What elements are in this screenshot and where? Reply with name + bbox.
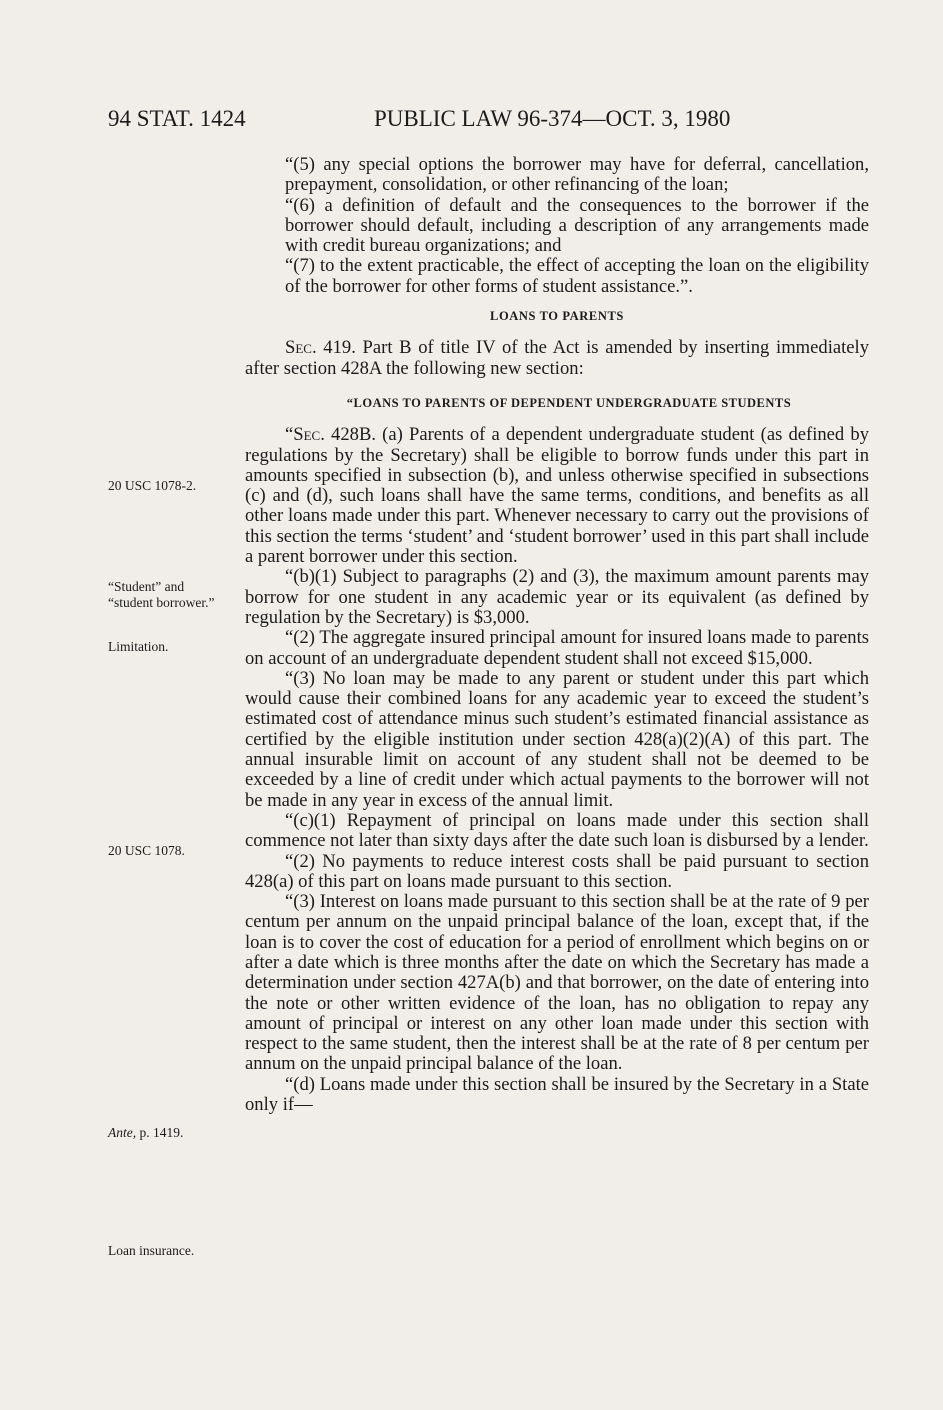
section-419	[245, 338, 869, 379]
margin-note-limitation: Limitation.	[108, 639, 169, 654]
ante-page: p. 1419.	[136, 1125, 184, 1140]
subsection-c1: “(c)(1) Repayment of principal on loans made under this section shall commence not later than sixty days after the date such loan is disbursed by a lender.	[245, 809, 869, 852]
statute-body	[245, 155, 869, 1115]
ante-italic: Ante,	[108, 1125, 137, 1140]
subsection-b2: “(2) The aggregate insured principal amount for insured loans made to parents on account of an undergraduate dependent student shall not exceed $15,000.	[245, 627, 869, 669]
open-quote: “	[285, 424, 294, 446]
section-419-text: 419. Part B of title IV of the Act is amended by inserting immediately after section 428A the following new section:	[245, 337, 869, 379]
margin-note-ante	[108, 1125, 236, 1141]
law-title: PUBLIC LAW 96-374—OCT. 3, 1980	[374, 106, 731, 131]
page-header	[108, 106, 868, 140]
section-428b-heading: “LOANS TO PARENTS OF DEPENDENT UNDERGRADUATE STUDENTS	[346, 395, 792, 410]
margin-note-usc-1078: 20 USC 1078.	[108, 843, 185, 858]
subsection-c2: “(2) No payments to reduce interest costs shall be paid pursuant to section 428(a) of this part on loans made pursuant to this section.	[245, 850, 869, 892]
subsection-b3: “(3) No loan may be made to any parent or student under this part which would cause their combined loans for any academic year to exceed the student’s estimated cost of attendance minus such student’s estimated financial assistance as certified by the eligible institution under section 428(a)(2)(A) of this part. The annual insurable limit on account of any student shall not be deemed to be exceeded by a line of credit under which actual payments to the borrower will not be made in any year in excess of the annual limit.	[245, 667, 869, 811]
subsection-b1: “(b)(1) Subject to paragraphs (2) and (3), the maximum amount parents may borrow for one student in any academic year or its equivalent (as defined by regulation by the Secretary) is $3,000.	[245, 566, 869, 628]
margin-note-student-definition: “Student” and “student borrower.”	[108, 579, 215, 610]
margin-note-loan-insurance: Loan insurance.	[108, 1243, 195, 1258]
section-heading-loans-to-parents: LOANS TO PARENTS	[490, 309, 624, 324]
paragraph-5: “(5) any special options the borrower may have for deferral, cancellation, prepayment, consolidation, or other refinancing of the loan;	[285, 154, 869, 196]
paragraph-7: “(7) to the extent practicable, the effect of accepting the loan on the eligibility of the borrower for other forms of student assistance.”.	[285, 255, 869, 297]
section-428b-a	[245, 425, 869, 567]
section-428b-a-text: 428B. (a) Parents of a dependent undergraduate student (as defined by regulations by the Secretary) shall be eligible to borrow funds under this part in amounts specified in subsection (b), and unless otherwise specified in subsections (c) and (d), such loans shall have the same terms, conditions, and benefits as all other loans made under this part. Whenever necessary to carry out the provisions of this section the terms ‘student’ and ‘student borrower’ used in this part shall include a parent borrower under this section.	[245, 424, 869, 568]
page-number: 94 STAT. 1424	[108, 106, 246, 131]
margin-note-usc-1078-2: 20 USC 1078-2.	[108, 478, 197, 493]
subsection-c3: “(3) Interest on loans made pursuant to this section shall be at the rate of 9 per centum per annum on the unpaid principal balance of the loan, except that, if the loan is to cover the cost of education for a period of enrollment which begins on or after a date which is three months after the date on which the Secretary has made a determination under section 427A(b) and that borrower, on the date of entering into the note or other written evidence of the loan, has no obligation to repay any amount of principal or interest on any other loan made under this section with respect to the same student, then the interest shall be at the rate of 8 per centum per annum on the unpaid principal balance of the loan.	[245, 891, 869, 1075]
paragraph-6: “(6) a definition of default and the consequences to the borrower if the borrower should default, including a description of any arrangements made with credit bureau organizations; and	[285, 194, 869, 257]
sec-label: Sec.	[285, 337, 317, 359]
subsection-d: “(d) Loans made under this section shall be insured by the Secretary in a State only if—	[245, 1073, 869, 1116]
sec-label: Sec.	[293, 424, 325, 446]
